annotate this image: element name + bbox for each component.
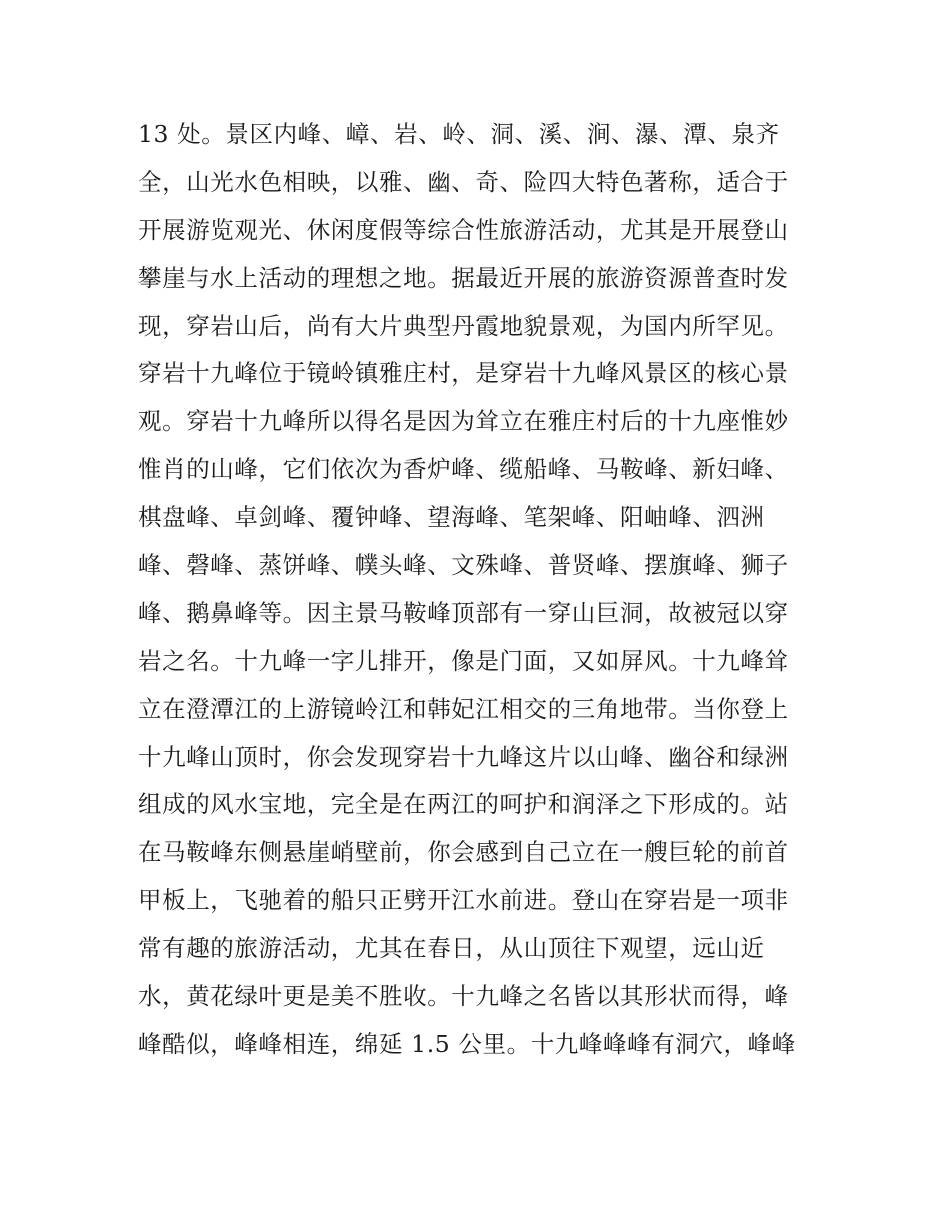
text-line: 观。穿岩十九峰所以得名是因为耸立在雅庄村后的十九座惟妙: [138, 407, 789, 436]
text-line: 十九峰山顶时，你会发现穿岩十九峰这片以山峰、幽谷和绿洲: [138, 742, 789, 771]
text-line: 立在澄潭江的上游镜岭江和韩妃江相交的三角地带。当你登上: [138, 694, 789, 723]
text-line: 在马鞍峰东侧悬崖峭壁前，你会感到自己立在一艘巨轮的前首: [138, 838, 789, 867]
body-text: [138, 111, 828, 1069]
text-line: 穿岩十九峰位于镜岭镇雅庄村，是穿岩十九峰风景区的核心景: [138, 359, 789, 388]
text-line: 组成的风水宝地，完全是在两江的呵护和润泽之下形成的。站: [138, 790, 789, 819]
text-line: 常有趣的旅游活动，尤其在春日，从山顶往下观望，远山近: [138, 934, 765, 963]
text-line: 全，山光水色相映，以雅、幽、奇、险四大特色著称，适合于: [138, 167, 789, 196]
text-line: 甲板上，飞驰着的船只正劈开江水前进。登山在穿岩是一项非: [138, 886, 789, 915]
text-line: 峰、磬峰、蒸饼峰、幞头峰、文殊峰、普贤峰、摆旗峰、狮子: [138, 551, 789, 580]
text-line: 惟肖的山峰，它们依次为香炉峰、缆船峰、马鞍峰、新妇峰、: [138, 455, 789, 484]
text-line: 攀崖与水上活动的理想之地。据最近开展的旅游资源普查时发: [138, 263, 789, 292]
text-line: 13 处。景区内峰、嶂、岩、岭、洞、溪、涧、瀑、潭、泉齐: [138, 120, 780, 148]
text-line: 开展游览观光、休闲度假等综合性旅游活动，尤其是开展登山: [138, 215, 789, 244]
text-line: 岩之名。十九峰一字儿排开，像是门面，又如屏风。十九峰耸: [138, 646, 789, 675]
text-line: 峰酷似，峰峰相连，绵延 1.5 公里。十九峰峰峰有洞穴，峰峰: [138, 1029, 796, 1058]
text-line: 现，穿岩山后，尚有大片典型丹霞地貌景观，为国内所罕见。: [138, 311, 789, 340]
text-line: 峰、鹅鼻峰等。因主景马鞍峰顶部有一穿山巨洞，故被冠以穿: [138, 598, 789, 627]
text-line: 水，黄花绿叶更是美不胜收。十九峰之名皆以其形状而得，峰: [138, 982, 789, 1011]
text-line: 棋盘峰、卓剑峰、覆钟峰、望海峰、笔架峰、阳岫峰、泗洲: [138, 503, 765, 532]
